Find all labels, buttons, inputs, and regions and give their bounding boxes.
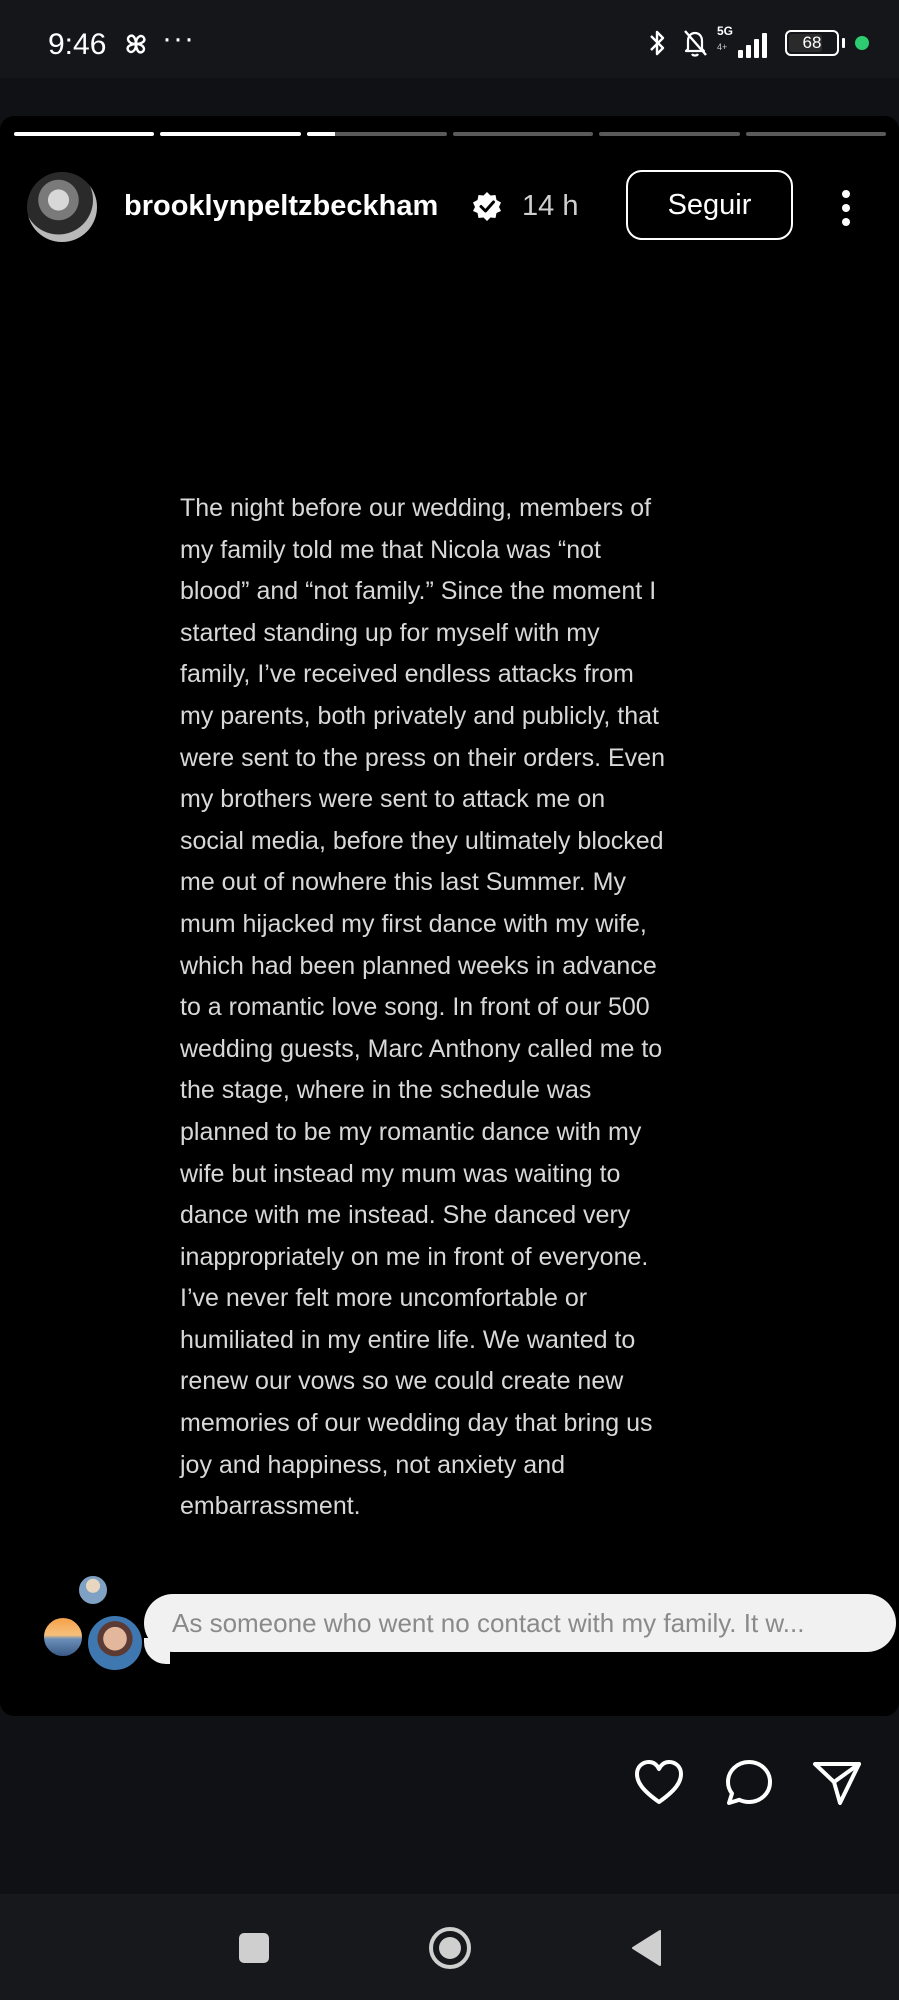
send-icon[interactable] xyxy=(810,1756,864,1810)
privacy-indicator-dot xyxy=(855,36,869,50)
follow-button[interactable]: Seguir xyxy=(626,170,793,240)
story-progress-segment xyxy=(453,132,593,136)
heart-icon[interactable] xyxy=(632,1756,686,1810)
back-button-icon[interactable] xyxy=(624,1924,672,1972)
story-progress xyxy=(14,132,886,136)
story-viewer[interactable] xyxy=(0,116,899,1716)
story-text: The night before our wedding, members of my family told me that Nicola was “not blood” and “not family.” Since the moment I started standing up for myself with my family, I’ve received endless attacks from my parents, both privately and publicly, that were sent to the press on their orders. Even my brothers were sent to attack me on social media, before they ultimately blocked me out of nowhere this last Summer. My mum hijacked my first dance with my wife, which had been planned weeks in advance to a romantic love song. In front of our 500 wedding guests, Marc Anthony called me to the stage, where in the schedule was planned to be my romantic dance with my wife but instead my mum was waiting to dance with me instead. She danced very inappropriately on me in front of everyone. I’ve never felt more uncomfortable or humiliated in my entire life. We wanted to renew our vows so we could create new memories of our wedding day that bring us joy and happiness, not anxiety and embarrassment. xyxy=(180,494,665,1521)
network-subtype: 4+ xyxy=(717,42,728,52)
story-progress-segment xyxy=(599,132,739,136)
story-progress-segment xyxy=(746,132,886,136)
network-type: 5G xyxy=(717,24,734,38)
story-progress-segment xyxy=(160,132,300,136)
status-overflow-dots: ··· xyxy=(162,22,195,55)
bluetooth-icon xyxy=(643,27,671,59)
reply-strip[interactable] xyxy=(0,1574,899,1684)
system-nav-bar xyxy=(0,1894,899,2000)
comment-icon[interactable] xyxy=(722,1756,776,1810)
home-button-icon[interactable] xyxy=(426,1924,474,1972)
replier-avatar xyxy=(86,1614,144,1672)
replier-avatar xyxy=(42,1616,84,1658)
status-time: 9:46 xyxy=(48,28,107,61)
pinwheel-icon xyxy=(120,28,152,60)
story-progress-segment xyxy=(14,132,154,136)
username[interactable]: brooklynpeltzbeckham xyxy=(124,190,439,222)
battery-tip xyxy=(842,38,845,48)
battery-icon xyxy=(785,30,839,56)
reply-preview-bubble[interactable]: As someone who went no contact with my family. It w... xyxy=(144,1594,896,1652)
signal-icon xyxy=(717,24,775,58)
battery-level: 68 xyxy=(802,33,822,52)
status-bar xyxy=(0,0,899,78)
post-time: 14 h xyxy=(522,190,579,222)
profile-avatar[interactable] xyxy=(27,172,97,242)
verified-badge-icon xyxy=(472,191,502,221)
story-progress-segment xyxy=(307,132,447,136)
recents-button-icon[interactable] xyxy=(230,1924,278,1972)
story-progress-fill xyxy=(160,132,300,136)
story-progress-fill xyxy=(307,132,335,136)
status-icons xyxy=(643,26,869,60)
more-vertical-icon[interactable] xyxy=(834,188,858,228)
story-header xyxy=(0,156,899,246)
bell-off-icon xyxy=(681,27,709,59)
replier-avatar xyxy=(77,1574,109,1606)
story-progress-fill xyxy=(14,132,154,136)
